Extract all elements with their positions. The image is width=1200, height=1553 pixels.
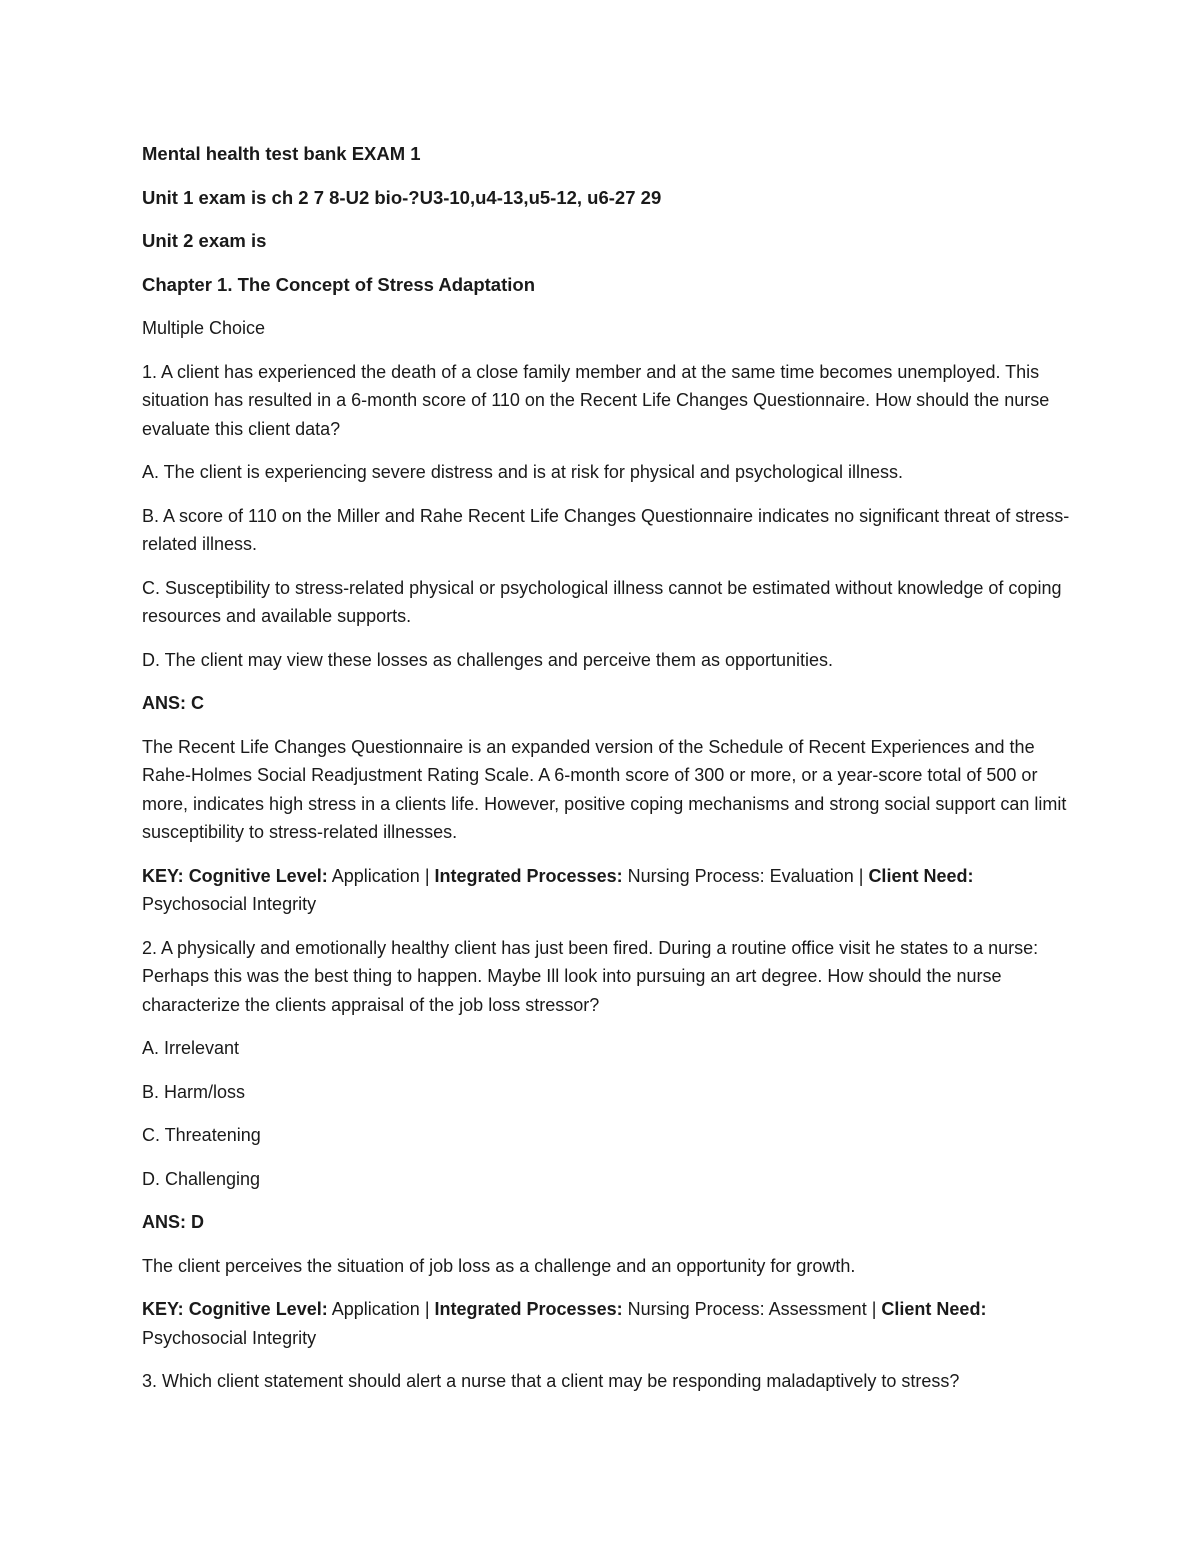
unit1-exam-line: Unit 1 exam is ch 2 7 8-U2 bio-?U3-10,u4-13,u5-12, u6-27 29 xyxy=(142,186,662,208)
key-separator: | xyxy=(858,865,864,886)
section-label: Multiple Choice xyxy=(142,318,266,338)
question-2-option-d: D. Challenging xyxy=(142,1168,261,1189)
key-separator: | xyxy=(424,865,430,886)
question-1-answer: ANS: C xyxy=(142,693,204,713)
integrated-processes-label: Integrated Processes: xyxy=(434,1299,623,1319)
cognitive-level-label: Cognitive Level: xyxy=(188,865,328,886)
question-2-key xyxy=(142,1295,1072,1352)
key-separator: | xyxy=(871,1299,877,1319)
question-1-stem: 1. A client has experienced the death of a close family member and at the same time becomes unemployed. This situation has resulted in a 6-month score of 110 on the Recent Life Changes Questionnaire. How should the nurse evaluate this client data? xyxy=(142,361,1050,439)
cognitive-level-label: Cognitive Level: xyxy=(188,1299,328,1319)
question-1-rationale: The Recent Life Changes Questionnaire is an expanded version of the Schedule of Recent Experiences and the Rahe-Holmes Social Readjustment Rating Scale. A 6-month score of 300 or more, or a year-score total of 500 or more, indicates high stress in a clients life. However, positive coping mechanisms and strong social support can limit susceptibility to stress-related illnesses. xyxy=(142,736,1067,842)
document-title: Mental health test bank EXAM 1 xyxy=(142,143,421,164)
question-3-stem: 3. Which client statement should alert a nurse that a client may be responding maladaptively to stress? xyxy=(142,1371,960,1391)
question-1-option-d: D. The client may view these losses as challenges and perceive them as opportunities. xyxy=(142,649,834,670)
client-need-label: Client Need: xyxy=(881,1299,987,1319)
document-page xyxy=(142,140,1072,1411)
key-label: KEY: xyxy=(142,1299,184,1319)
chapter-heading: Chapter 1. The Concept of Stress Adaptation xyxy=(142,273,535,295)
question-2-answer: ANS: D xyxy=(142,1212,204,1232)
key-label: KEY: xyxy=(142,865,184,886)
unit2-exam-line: Unit 2 exam is xyxy=(142,230,267,251)
key-separator: | xyxy=(424,1299,430,1319)
client-need-value: Psychosocial Integrity xyxy=(142,894,317,914)
integrated-processes-value: Nursing Process: Assessment xyxy=(627,1299,867,1319)
question-1-option-c: C. Susceptibility to stress-related physical or psychological illness cannot be estimated without knowledge of coping resources and available supports. xyxy=(142,577,1062,626)
question-2-option-b: B. Harm/loss xyxy=(142,1081,246,1102)
integrated-processes-label: Integrated Processes: xyxy=(434,865,623,886)
question-1-option-b: B. A score of 110 on the Miller and Rahe Recent Life Changes Questionnaire indicates no significant threat of stress-related illness. xyxy=(142,505,1070,554)
question-1-key xyxy=(142,862,1072,919)
integrated-processes-value: Nursing Process: Evaluation xyxy=(627,865,854,886)
client-need-value: Psychosocial Integrity xyxy=(142,1327,317,1348)
client-need-label: Client Need: xyxy=(868,865,974,886)
question-2-option-c: C. Threatening xyxy=(142,1125,261,1145)
cognitive-level-value: Application xyxy=(331,1299,420,1319)
question-1-option-a: A. The client is experiencing severe distress and is at risk for physical and psychological illness. xyxy=(142,462,904,482)
question-2-stem: 2. A physically and emotionally healthy client has just been fired. During a routine office visit he states to a nurse: Perhaps this was the best thing to happen. Maybe Ill look into pursuing an art degree. How should the nurse characterize the clients appraisal of the job loss stressor? xyxy=(142,937,1039,1015)
cognitive-level-value: Application xyxy=(331,865,420,886)
question-2-rationale: The client perceives the situation of job loss as a challenge and an opportunity for growth. xyxy=(142,1255,856,1276)
question-2-option-a: A. Irrelevant xyxy=(142,1038,240,1058)
